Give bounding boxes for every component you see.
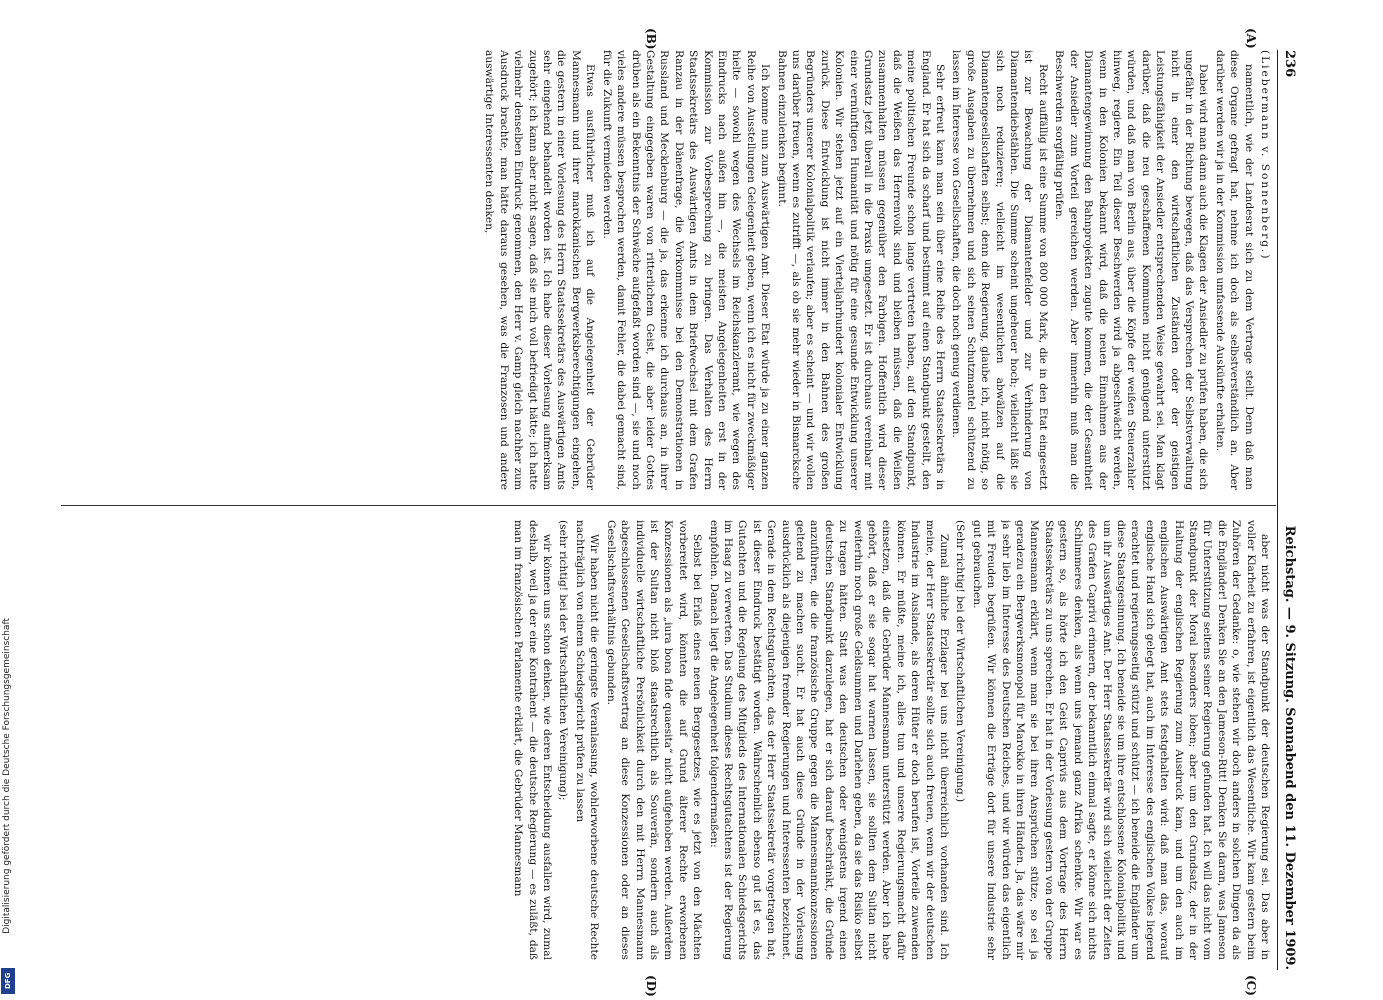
paragraph: Recht auffällig ist eine Summe von 800 000 Mark, die in den Etat eingesetzt ist zur Bewachung der Diamantenfelder und zur Verhinderung von Diamantendiebstählen. Die Summe scheint ungeheuer hoch; vielleicht läßt sie sich noch reduzieren; vielleicht im wesentlichen abwälzen auf die Diamantengesellschaften selbst; denn die Regierung, glaube ich, nicht nötig, so große Ausgaben zu übernehmen und sich seinen Schutzmantel schützend zu lassen im Interesse von Gesellschaften, die doch noch genug verdienen. <box>950 50 1049 490</box>
page-content <box>48 28 1298 997</box>
paragraph: Zumal ähnliche Erzlager bei uns nicht überreichlich vorhanden sind. Ich meine, der Herr Staatssekretär sollte sich auch freuen, wenn wir der deutschen Industrie im Auslande, als deren Hüter er doch berufen ist, Vorteile zuwenden können. Er müßte, meine ich, alles tun und unsere Regierungsmacht dafür einsetzen, daß die Gebrüder Mannesmann unterstützt werden. Aber ich habe gehört, daß er sie sogar hat warnen lassen, sie sollten dem Sultan nicht weiterhin noch große Geldsummen und Darlehen geben, da sie das Risiko selbst zu tragen hätten. Statt was den deutschen oder wenigstens irgend einen deutschen Standpunkt darzulegen, hat er sich darauf beschränkt, die Gründe anzuführen, die die französische Gruppe gegen die Mannesmannkonzessionen geltend zu machen sucht. Er hat auch diese Gründe in der Vorlesung ausdrücklich als diejenigen fremder Regierungen und Interessenten bezeichnet. Gerade in dem Rechtsgutachten, das der Herr Staatssekretär vorgetragen hat, ist dieser Eindruck bestätigt worden. Wahrscheinlich ebenso gut ist es, das Gutachten und die Regelung des Mitglieds des Internationalen Schiedsgerichts im Haag zu verwerten. Das Studium dieses Rechtsgutachtens ist der Regierung empfohlen. Danach liegt die Angelegenheit folgendermaßen: <box>707 520 951 960</box>
paragraph: Selbst bei Erlaß eines neuen Berggesetzes, wie es jetzt von den Mächten vorbereitet wird, könnten die auf Grund älterer Rechte erworbenen Konzessionen als „iura bona fide quaesita“ nicht aufgehoben werden. Außerdem ist der Sultan nicht bloß staatsrechtlich als Souverän, sondern auch als individuelle wirtschaftliche Persönlichkeit durch den mit Herrn Mannesmann abgeschlossenen Gesellschaftsvertrag an diese Konzessionen oder an dieses Gesellschaftsverhältnis gebunden. <box>604 520 704 960</box>
digitization-credit: Digitalisierung gefördert durch die Deutsche Forschungsgemeinschaft <box>2 618 12 934</box>
page-title: Reichstag. — 9. Sitzung. Sonnabend den 11. Dezember 1909. <box>1282 525 1298 970</box>
left-column <box>62 50 1272 490</box>
dfg-logo: DFG <box>1 968 15 994</box>
left-paragraphs <box>482 50 1256 490</box>
right-paragraphs <box>511 520 1272 960</box>
paragraph: aber nicht was der Standpunkt der deutschen Regierung sei. Das aber in voller Klarheit zu erfahren, ist eigentlich das Wesentliche. Wir kam gestern beim Zuhören der Gedanke: o, wie stehen wir doch anders in solchen Dingen da als die Engländer! Denken Sie an den Jameson-Ritt! Denken Sie daran, was Jameson für Unterstützung seitens seiner Regierung gefunden hat. Ich will das nicht vom Standpunkt der Moral besonders loben; aber um den Grundsatz, der in der Haltung der englischen Regierung zum Ausdruck kam, und um den auch im englischen Auswärtigen Amt stets festgehalten wird: daß man das, worauf englische Hand sich gelegt hat, auch im Interesse des englischen Volkes liegend erachtet und regierungsseitig stützt und schützt — ich beneide die Engländer um diese Staatsgesinnung. Ich beneide sie um ihre entschlossene Kolonialpolitik und um ihr Auswärtiges Amt. Der Herr Staatssekretär wird sich vielleicht der Zeiten des Grafen Caprivi erinnern, der bekanntlich einmal sagte, er könne sich nichts Schlimmeres denken, als wenn uns jemand ganz Afrika schenkte. Wir war es gestern so, als hörte ich den Geist Caprivis aus dem Vortrage des Herrn Staatssekretärs zu uns sprechen. Er hat in der Vorlesung gestern von der Gruppe Mannesmann erklärt, wenn man sie bei ihren Ansprüchen stütze, so sei ja geradezu ein Bergwerksmonopol für Marokko in ihren Händen. Ja, das wäre mir ja sehr lieb im Interesse des Deutschen Reiches, und wir würden das eigentlich mit Freuden begrüßen. Wir können die Erträge dort für unsere Industrie sehr gut gebrauchen. <box>970 520 1271 960</box>
paragraph: Wir haben nicht die geringste Veranlassung, wohlerworbene deutsche Rechte nachträglich von einem Schiedsgericht prüfen zu lassen <box>573 520 601 960</box>
page-number: 236 <box>1282 50 1298 78</box>
paragraph: Etwas ausführlicher muß ich auf die Angelegenheit der Gebrüder Mannesmann und ihrer marokkanischen Bergwerksberechtigungen eingehen, die gestern in einer Vorlesung des Herrn Staatssekretärs des Auswärtigen Amts sehr eingehend behandelt worden ist. Ich habe dieser Vorlesung aufmerksam zugehört; ich kann aber nicht sagen, daß sie mich voll befriedigt hätte; ich hatte vielmehr denselben Eindruck genommen, den Herr v. Gamp gleich nachher zum Ausdruck brachte, man hätte daraus gesehen, was die Franzosen und andere auswärtige Interessenten denken, <box>483 50 597 490</box>
margin-marker-a: (A) <box>1244 28 1258 49</box>
paragraph: Sehr erfreut kann man sein über eine Reihe des Herrn Staatssekretärs in England. Er hat sich da scharf und bestimmt auf einen Standpunkt gestellt, den meine politischen Freunde schon lange vertreten haben, auf den Standpunkt, daß die Weißen das Herrenvolk sind und bleiben müssen, daß die Weißen zusammenhalten müssen gegenüber den Farbigen. Hoffentlich wird dieser Grundsatz jetzt überall in die Praxis umgesetzt. Er ist durchaus vereinbar mit einer vernünftigen Humanität und nötig für eine gesunde Entwicklung unserer Kolonien. Wir stehen jetzt auf ein Vierteljahrhundert kolonialer Entwicklung zurück. Diese Entwicklung ist nicht immer in den Bahnen des großen Begründers unserer Kolonialpolitik verlaufen; aber es scheint — und wir wollen uns darüber freuen, wenn es zutrifft —, als ob sie mehr wieder in Bismarcksche Bahnen einzulenken beginnt. <box>775 50 947 490</box>
margin-marker-b: (B) <box>644 28 658 50</box>
paragraph: wir können uns schon denken, wie deren Entscheidung ausfallen wird, zumal deshalb, weil ja der eine Kontrahent — die deutsche Regierung — es zuläßt, daß man im französischen Parlamente erklärt, die Gebrüder Mannesmann <box>512 520 554 960</box>
header-rule <box>1277 50 1278 970</box>
page-header <box>1280 50 1298 970</box>
paragraph: (Sehr richtig! bei der Wirtschaftlichen Vereinigung.) <box>954 520 967 803</box>
paragraph: Dabei wird man dann auch die Klagen der Ansiedler zu prüfen haben, die sich ungefähr in der Richtung bewegen, daß das Versprechen der Selbstverwaltung nicht in einer den wirtschaftlichen Zuständen oder der geistigen Leistungsfähigkeit der Ansiedler entsprechenden Weise gewahrt sei. Man klagt darüber, daß die neu geschaffenen Kommunen nicht genügend unterstützt würden, und daß man von Berlin aus, über die Köpfe der weißen Steuerzahler hinweg, regiere. Ein Teil dieser Beschwerden wird ja abgeschwächt werden, wenn in den Kolonien bekannt wird, daß die neuen Einnahmen aus der Diamantengewinnung den Bahnprojekten zugute kommen, die der Gesamtheit der Ansiedler zum Vorteil gereichen werden. Aber immerhin muß man die Beschwerden sorgfältig prüfen. <box>1053 50 1210 490</box>
paragraph: namentlich, wie der Landesrat sich zu dem Vertrage stellt. Denn daß man diese Organe gefragt hat, nehme ich doch als selbstverständlich an. Aber darüber werden wir ja in der Kommission umfassende Auskünfte erhalten. <box>1213 50 1255 490</box>
margin-marker-d: (D) <box>644 975 658 997</box>
rotated-page-frame <box>48 28 1308 997</box>
right-column <box>62 520 1272 960</box>
column-divider <box>61 505 1276 506</box>
speaker-label: (Liebermann v. Sonnenberg.) <box>1259 50 1271 261</box>
paragraph: Ich komme nun zum Auswärtigen Amt. Dieser Etat würde ja zu einer ganzen Reihe von Ausstellungen Gelegenheit geben, wenn ich es nicht für zweckmäßiger hielte — sowohl wegen des Wechsels im Reichskanzleramt, wie wegen des Eindrucks nach außen hin —, die meisten Angelegenheiten erst in der Kommission zur Vorbesprechung zu bringen. Das Verhalten des Herrn Staatssekretärs des Auswärtigen Amts in dem Briefwechsel mit dem Grafen Ranzau in der Dänenfrage, die Vorkommnisse bei den Demonstrationen in Russland und Mecklenburg — die ja, das erkenne ich durchaus an, in ihrer Gestaltung eingegeben waren von ritterlichem Geist, die aber leider Gottes drüben als ein Bekenntnis der Schwäche aufgefaßt worden sind —, sie und noch vieles andere müssen besprochen werden, damit Fehler, die dabei gemacht sind, für die Zukunft vermieden werden. <box>600 50 772 490</box>
margin-marker-c: (C) <box>1244 975 1258 996</box>
newspaper-page <box>48 28 1298 997</box>
paragraph: (sehr richtig! bei der Wirtschaftlichen Vereinigung); <box>557 520 570 801</box>
